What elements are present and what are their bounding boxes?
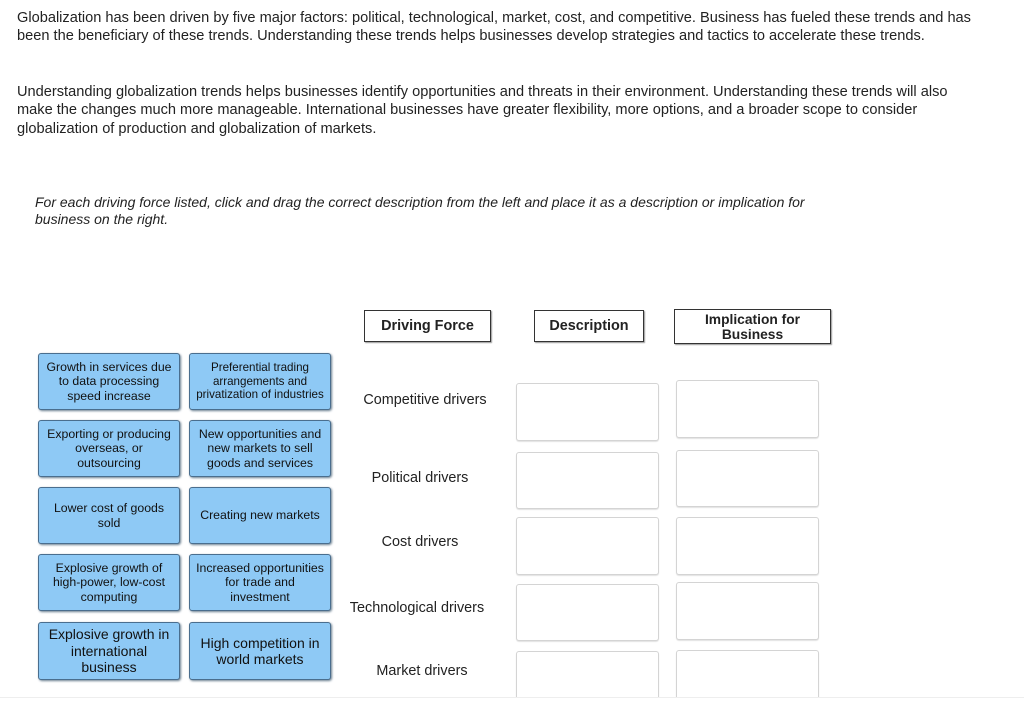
drag-card-creating-new-markets[interactable]: Creating new markets [189, 487, 331, 544]
drop-zone-implication-technological[interactable] [676, 582, 819, 640]
drag-card-explosive-business[interactable]: Explosive growth in international business [38, 622, 180, 680]
drop-zone-implication-cost[interactable] [676, 517, 819, 575]
force-competitive: Competitive drivers [363, 392, 487, 408]
drop-zone-description-technological[interactable] [516, 584, 659, 641]
force-cost: Cost drivers [381, 534, 459, 550]
intro-paragraph-1: Globalization has been driven by five major factors: political, technological, market, cost, and competitive. Business has fueled these trends and has been the beneficiary of these trends. Understanding these trends helps businesses develop strategies and tactics to accelerate these trends. [17, 10, 971, 45]
drop-zone-description-political[interactable] [516, 452, 659, 509]
header-implication: Implication for Business [674, 309, 831, 344]
drag-card-new-opportunities[interactable]: New opportunities and new markets to sell goods and services [189, 420, 331, 477]
drag-card-increased-trade[interactable]: Increased opportunities for trade and investment [189, 554, 331, 611]
drag-card-preferential-trading[interactable]: Preferential trading arrangements and privatization of industries [189, 353, 331, 410]
header-description: Description [534, 310, 644, 342]
drop-zone-implication-political[interactable] [676, 450, 819, 507]
force-technological: Technological drivers [349, 600, 485, 616]
drag-card-lower-cost[interactable]: Lower cost of goods sold [38, 487, 180, 544]
force-political: Political drivers [371, 470, 469, 486]
drop-zone-description-cost[interactable] [516, 517, 659, 575]
drop-zone-implication-competitive[interactable] [676, 380, 819, 438]
drag-card-growth-services[interactable]: Growth in services due to data processing speed increase [38, 353, 180, 410]
header-driving-force: Driving Force [364, 310, 491, 342]
drop-zone-description-competitive[interactable] [516, 383, 659, 441]
instruction-text: For each driving force listed, click and drag the correct description from the left and place it as a description or implication for business on the right. [35, 194, 805, 227]
intro-paragraph-2: Understanding globalization trends helps businesses identify opportunities and threats in their environment. Understanding these trends will also make the changes much more manageable. International businesses have greater flexibility, more options, and a broader scope to consider globalization of production and globalization of markets. [17, 84, 948, 137]
drag-card-explosive-computing[interactable]: Explosive growth of high-power, low-cost computing [38, 554, 180, 611]
drag-card-high-competition[interactable]: High competition in world markets [189, 622, 331, 680]
drag-card-exporting-outsourcing[interactable]: Exporting or producing overseas, or outsourcing [38, 420, 180, 477]
force-market: Market drivers [376, 663, 468, 679]
